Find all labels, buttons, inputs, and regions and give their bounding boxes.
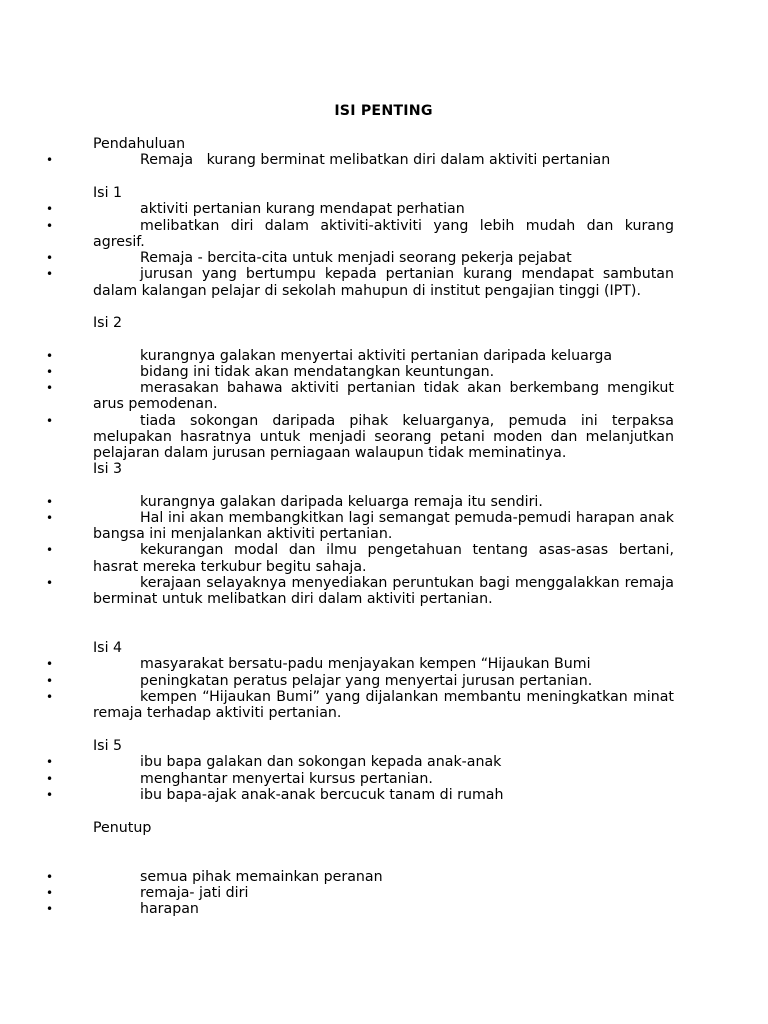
bullet-icon: •	[46, 869, 54, 884]
list-item	[46, 380, 674, 413]
list-item-text: semua pihak memainkan peranan	[140, 868, 383, 885]
list-item-text: kekurangan modal dan ilmu pengetahuan tentang asas-asas bertani, hasrat mereka terkubur begitu sahaja.	[93, 542, 674, 575]
list-item	[46, 250, 674, 267]
list-item-text: merasakan bahawa aktiviti pertanian tidak akan berkembang mengikut arus pemodenan.	[93, 380, 674, 413]
section-isi-4	[46, 640, 674, 722]
list-item	[46, 901, 674, 918]
list-item	[46, 493, 674, 510]
bullet-icon: •	[46, 543, 54, 558]
bullet-list	[46, 656, 674, 722]
section-heading: Isi 3	[93, 461, 123, 477]
list-item-text: ibu bapa-ajak anak-anak bercucuk tanam di rumah	[140, 786, 504, 803]
list-item	[46, 412, 674, 462]
list-item-text: Remaja kurang berminat melibatkan diri dalam aktiviti pertanian	[140, 152, 611, 169]
list-item	[46, 885, 674, 902]
bullet-icon: •	[46, 381, 54, 396]
list-item	[46, 770, 674, 787]
list-item-text: menghantar menyertai kursus pertanian.	[140, 770, 433, 787]
list-item	[46, 786, 674, 803]
list-item	[46, 509, 674, 543]
section-pendahuluan	[46, 136, 674, 169]
section-heading: Isi 5	[93, 738, 123, 754]
section-isi-3	[46, 461, 674, 608]
section-heading: Isi 2	[93, 315, 123, 331]
bullet-icon: •	[46, 771, 54, 786]
bullet-icon: •	[46, 202, 54, 217]
list-item	[46, 152, 674, 169]
bullet-icon: •	[46, 267, 54, 282]
list-item	[46, 217, 674, 251]
bullet-list	[46, 868, 674, 918]
bullet-icon: •	[46, 755, 54, 770]
section-isi-1	[46, 185, 674, 299]
list-item-text: Hal ini akan membangkitkan lagi semangat pemuda-pemudi harapan anak bangsa ini menjalankan aktiviti pertanian.	[93, 509, 674, 543]
list-item-text: kerajaan selayaknya menyediakan peruntukan bagi menggalakkan remaja berminat untuk melibatkan diri dalam aktiviti pertanian.	[93, 575, 674, 608]
list-item-text: ibu bapa galakan dan sokongan kepada anak-anak	[140, 754, 502, 771]
list-item	[46, 868, 674, 885]
list-item-text: kempen “Hijaukan Bumi” yang dijalankan membantu meningkatkan minat remaja terhadap aktiviti pertanian.	[93, 688, 674, 722]
bullet-icon: •	[46, 413, 54, 428]
section-heading: Penutup	[93, 820, 152, 836]
bullet-icon: •	[46, 689, 54, 704]
list-item	[46, 688, 674, 722]
list-item-text: kurangnya galakan menyertai aktiviti pertanian daripada keluarga	[140, 347, 613, 364]
list-item	[46, 656, 674, 673]
bullet-list	[46, 754, 674, 803]
list-item	[46, 542, 674, 575]
list-item-text: Remaja - bercita-cita untuk menjadi seorang pekerja pejabat	[140, 250, 572, 267]
bullet-list	[46, 493, 674, 608]
list-item-text: bidang ini tidak akan mendatangkan keuntungan.	[140, 363, 495, 380]
list-item	[46, 363, 674, 380]
list-item	[46, 347, 674, 364]
section-heading: Isi 1	[93, 185, 123, 201]
bullet-list	[46, 152, 674, 169]
list-item-text: kurangnya galakan daripada keluarga remaja itu sendiri.	[140, 493, 543, 510]
bullet-icon: •	[46, 218, 54, 233]
section-heading: Pendahuluan	[93, 136, 186, 152]
list-item	[46, 266, 674, 299]
bullet-icon: •	[46, 673, 54, 688]
section-heading: Isi 4	[93, 640, 123, 656]
bullet-icon: •	[46, 787, 54, 802]
bullet-list	[46, 347, 674, 462]
bullet-icon: •	[46, 153, 54, 168]
list-item	[46, 201, 674, 218]
bullet-icon: •	[46, 657, 54, 672]
section-penutup	[46, 820, 674, 918]
bullet-icon: •	[46, 886, 54, 901]
list-item-text: harapan	[140, 901, 199, 918]
bullet-icon: •	[46, 510, 54, 525]
bullet-icon: •	[46, 251, 54, 266]
bullet-icon: •	[46, 348, 54, 363]
bullet-icon: •	[46, 494, 54, 509]
document-title: ISI PENTING	[334, 103, 433, 119]
list-item-text: masyarakat bersatu-padu menjayakan kempen “Hijaukan Bumi	[140, 656, 591, 673]
list-item-text: peningkatan peratus pelajar yang menyertai jurusan pertanian.	[140, 672, 593, 689]
bullet-list	[46, 201, 674, 299]
bullet-icon: •	[46, 576, 54, 591]
list-item-text: aktiviti pertanian kurang mendapat perhatian	[140, 201, 465, 218]
section-isi-5	[46, 738, 674, 803]
list-item-text: jurusan yang bertumpu kepada pertanian kurang mendapat sambutan dalam kalangan pelajar di sekolah mahupun di institut pengajian tinggi (IPT).	[93, 266, 674, 299]
list-item-text: melibatkan diri dalam aktiviti-aktiviti yang lebih mudah dan kurang agresif.	[93, 217, 674, 250]
bullet-icon: •	[46, 902, 54, 917]
list-item-text: remaja- jati diri	[140, 885, 249, 902]
list-item	[46, 754, 674, 771]
section-isi-2	[46, 315, 674, 462]
list-item	[46, 575, 674, 608]
bullet-icon: •	[46, 364, 54, 379]
list-item-text: tiada sokongan daripada pihak keluarganya, pemuda ini terpaksa melupakan hasratnya untuk menjadi seorang petani moden dan melanjutkan pelajaran dalam jurusan perniagaan walaupun tidak meminatinya.	[93, 412, 674, 462]
list-item	[46, 672, 674, 689]
